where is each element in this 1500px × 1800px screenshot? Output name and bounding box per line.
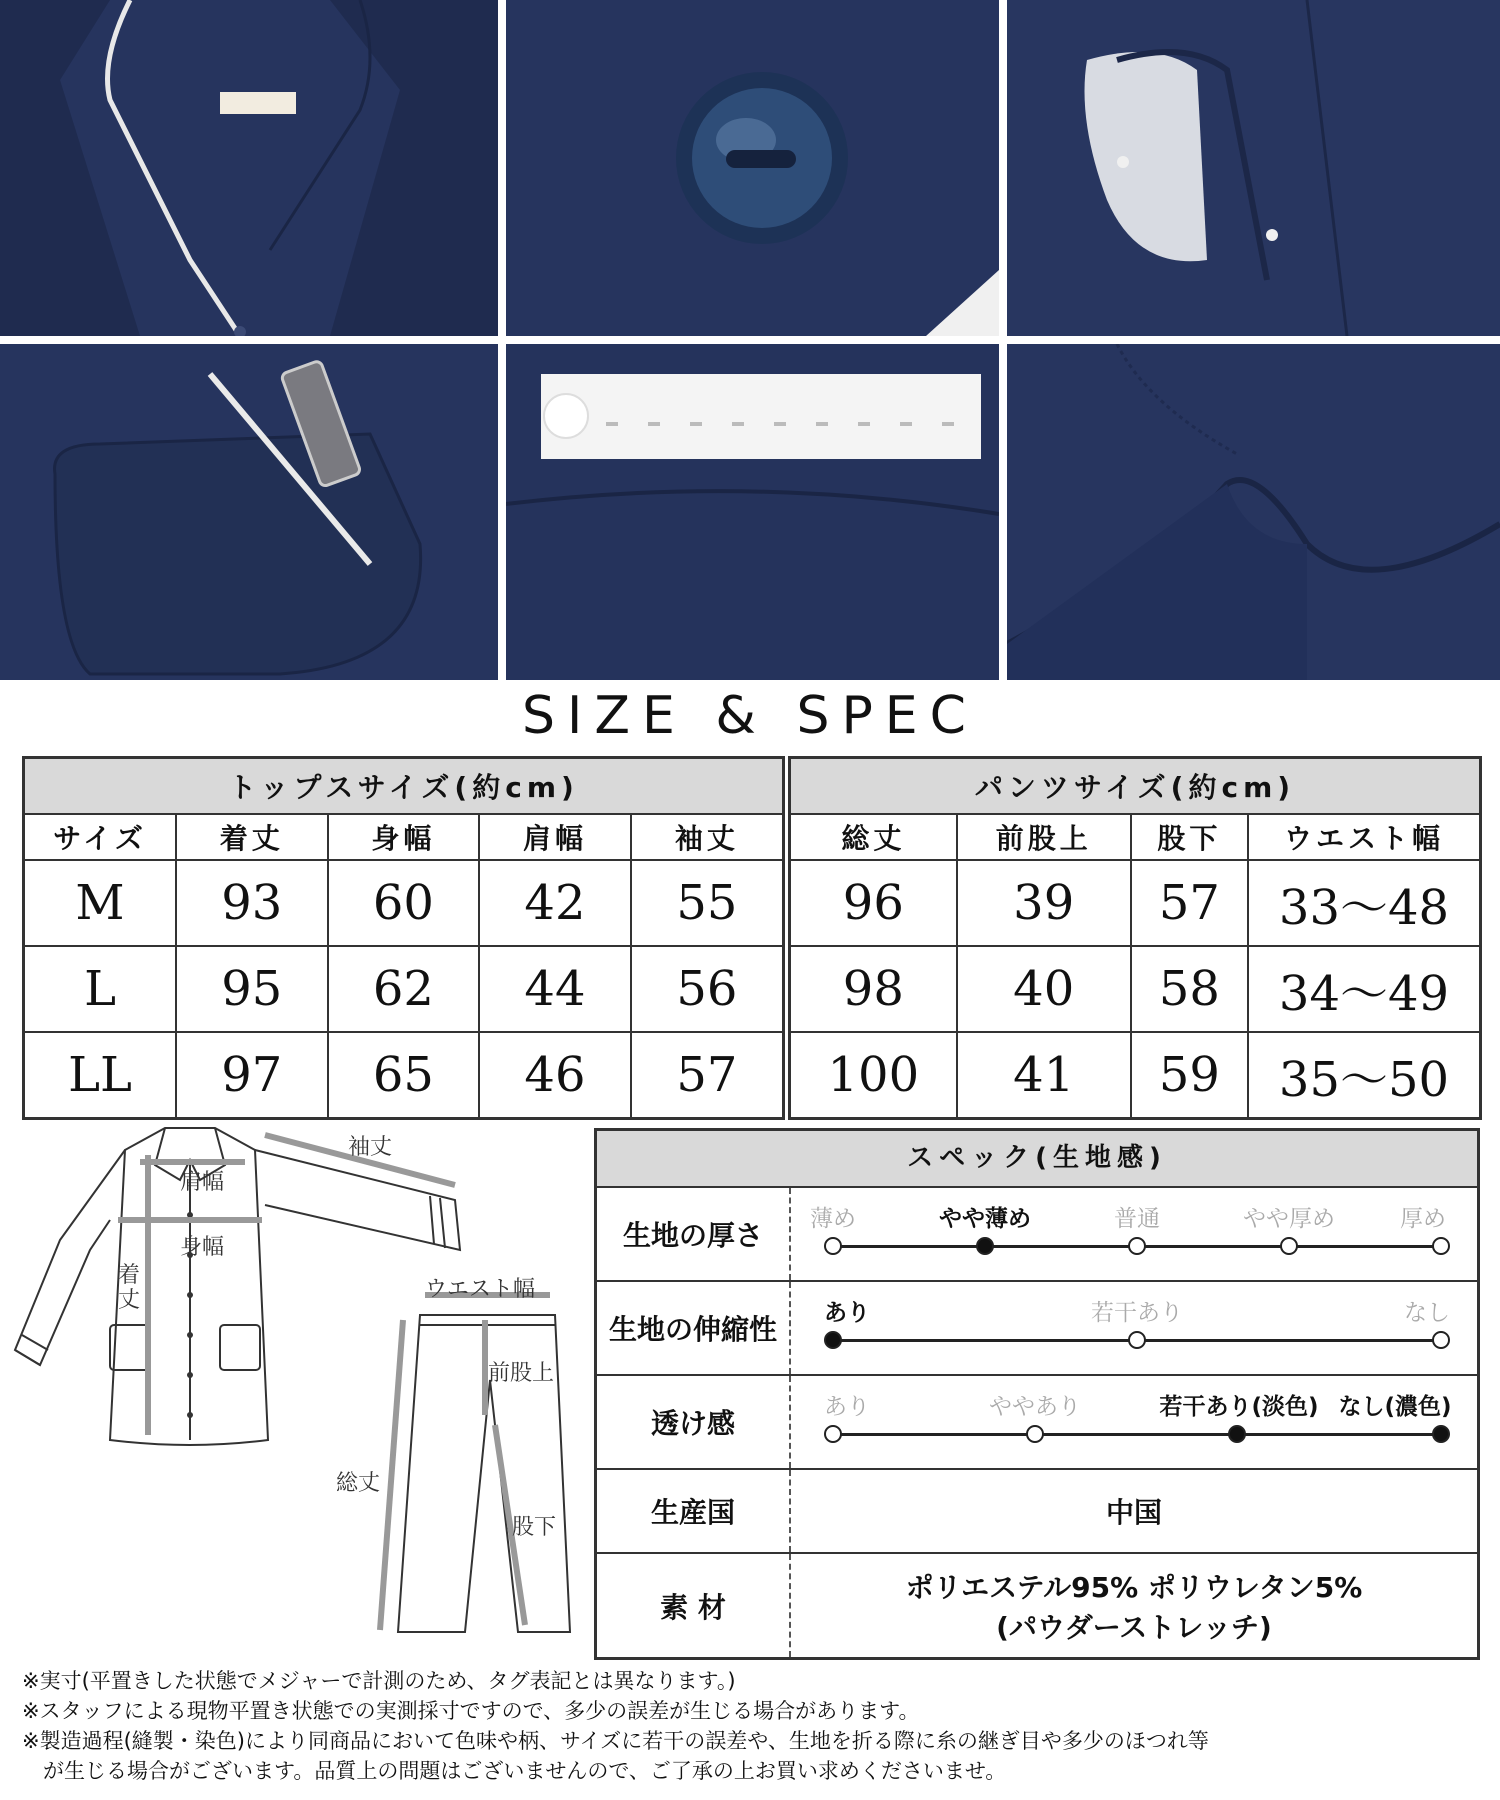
diagram-label-sleeve: 袖丈 — [348, 1135, 393, 1160]
scale-option: なし — [1404, 1300, 1450, 1326]
spec-table — [594, 1128, 1480, 1660]
table-cell: 34〜49 — [1248, 946, 1481, 1032]
garment-measurement-diagram — [0, 1120, 585, 1660]
scale-option: 普通 — [1114, 1206, 1160, 1232]
table-cell: 100 — [790, 1032, 957, 1119]
photo-side-opening-detail — [1007, 344, 1500, 680]
scale-dot — [1128, 1331, 1146, 1349]
table-cell: 93 — [176, 860, 328, 946]
diagram-label-length-2: 丈 — [118, 1288, 141, 1313]
scale-dot — [824, 1237, 842, 1255]
scale-track — [833, 1433, 1441, 1436]
page-title: SIZE & SPEC — [522, 686, 978, 746]
scale-dot — [1280, 1237, 1298, 1255]
diagram-label-shoulder: 肩幅 — [180, 1170, 225, 1195]
table-cell: 96 — [790, 860, 957, 946]
spec-value-material — [791, 1554, 1477, 1657]
table-cell: LL — [24, 1032, 177, 1119]
scale-option: ややあり — [989, 1394, 1081, 1420]
table-cell: 35〜50 — [1248, 1032, 1481, 1119]
diagram-label-rise: 前股上 — [488, 1361, 555, 1386]
photo-collar-detail — [0, 0, 498, 336]
table-cell: 46 — [479, 1032, 631, 1119]
scale-dot — [1432, 1237, 1450, 1255]
spec-label-material: 素 材 — [597, 1554, 791, 1657]
pants-col-rise: 前股上 — [957, 814, 1131, 860]
tops-col-shoulder: 肩幅 — [479, 814, 631, 860]
scale-option: あり — [824, 1394, 870, 1420]
table-row — [24, 860, 784, 946]
spec-value-material-line-1: ポリエステル95% ポリウレタン5% — [905, 1570, 1363, 1604]
scale-dot-selected — [976, 1237, 994, 1255]
note-line: ※実寸(平置きした状態でメジャーで計測のため、タグ表記とは異なります。) — [22, 1669, 736, 1693]
table-cell: 98 — [790, 946, 957, 1032]
table-row — [790, 946, 1481, 1032]
diagram-label-width: 身幅 — [180, 1235, 225, 1260]
table-cell: 55 — [631, 860, 784, 946]
table-cell: 60 — [328, 860, 480, 946]
table-row — [24, 946, 784, 1032]
scale-dot-selected — [824, 1331, 842, 1349]
spec-row-stretch — [597, 1282, 1477, 1376]
photo-waistband-detail — [506, 344, 999, 680]
table-cell: 59 — [1131, 1032, 1248, 1119]
table-cell: 39 — [957, 860, 1131, 946]
spec-label-origin: 生産国 — [597, 1470, 791, 1552]
spec-table-heading: スペック(生地感) — [597, 1131, 1477, 1188]
table-cell: 33〜48 — [1248, 860, 1481, 946]
spec-row-material — [597, 1554, 1477, 1657]
table-cell: L — [24, 946, 177, 1032]
tops-col-width: 身幅 — [328, 814, 480, 860]
table-cell: 56 — [631, 946, 784, 1032]
scale-dot — [1026, 1425, 1044, 1443]
pants-size-table — [788, 756, 1482, 1120]
spec-label-sheer: 透け感 — [597, 1376, 791, 1468]
scale-option: やや薄め — [939, 1206, 1031, 1232]
scale-option: 厚め — [1400, 1206, 1446, 1232]
scale-dot-selected — [1228, 1425, 1246, 1443]
tops-col-sleeve: 袖丈 — [631, 814, 784, 860]
pants-col-total-length: 総丈 — [790, 814, 957, 860]
table-cell: 95 — [176, 946, 328, 1032]
spec-label-stretch: 生地の伸縮性 — [597, 1282, 791, 1374]
tops-col-length: 着丈 — [176, 814, 328, 860]
photo-nursing-opening-detail — [1007, 0, 1500, 336]
photo-pocket-detail — [0, 344, 498, 680]
spec-value-origin: 中国 — [1105, 1496, 1162, 1529]
tops-col-size: サイズ — [24, 814, 177, 860]
table-row — [790, 1032, 1481, 1119]
tops-table-heading: トップスサイズ(約cm) — [24, 758, 784, 815]
note-line: が生じる場合がございます。品質上の問題はございませんので、ご了承の上お買い求めくださいませ。 — [22, 1759, 1007, 1783]
tops-size-table — [22, 756, 785, 1120]
photo-button-detail — [506, 0, 999, 336]
scale-dot — [1432, 1331, 1450, 1349]
scale-option: 若干あり(淡色) — [1159, 1394, 1319, 1420]
spec-row-sheer — [597, 1376, 1477, 1470]
spec-label-thickness: 生地の厚さ — [597, 1188, 791, 1280]
note-line: ※スタッフによる現物平置き状態での実測採寸ですので、多少の誤差が生じる場合があります。 — [22, 1699, 920, 1723]
table-cell: 65 — [328, 1032, 480, 1119]
table-cell: 62 — [328, 946, 480, 1032]
table-row — [24, 1032, 784, 1119]
table-row — [790, 860, 1481, 946]
scale-option: なし(濃色) — [1338, 1394, 1452, 1420]
table-cell: 57 — [1131, 860, 1248, 946]
table-cell: 58 — [1131, 946, 1248, 1032]
table-cell: 57 — [631, 1032, 784, 1119]
table-cell: 41 — [957, 1032, 1131, 1119]
scale-dot — [824, 1425, 842, 1443]
pants-table-heading: パンツサイズ(約cm) — [790, 758, 1481, 815]
diagram-label-total: 総丈 — [336, 1471, 381, 1496]
notes — [22, 1666, 1209, 1786]
scale-option: 薄め — [810, 1206, 856, 1232]
scale-option: あり — [824, 1300, 870, 1326]
scale-dot — [1128, 1237, 1146, 1255]
pants-col-waist: ウエスト幅 — [1248, 814, 1481, 860]
table-cell: M — [24, 860, 177, 946]
table-cell: 40 — [957, 946, 1131, 1032]
diagram-label-inseam: 股下 — [512, 1515, 557, 1540]
table-cell: 97 — [176, 1032, 328, 1119]
scale-option: やや厚め — [1243, 1206, 1335, 1232]
spec-row-thickness — [597, 1188, 1477, 1282]
scale-option: 若干あり — [1091, 1300, 1183, 1326]
spec-value-material-line-2: (パウダーストレッチ) — [996, 1610, 1272, 1644]
spec-row-origin — [597, 1470, 1477, 1554]
note-line: ※製造過程(縫製・染色)により同商品において色味や柄、サイズに若干の誤差や、生地を折る際に糸の継ぎ目や多少のほつれ等 — [22, 1729, 1209, 1753]
diagram-label-length-1: 着 — [118, 1263, 141, 1288]
table-cell: 44 — [479, 946, 631, 1032]
scale-dot-selected — [1432, 1425, 1450, 1443]
table-cell: 42 — [479, 860, 631, 946]
diagram-label-waist: ウエスト幅 — [425, 1277, 536, 1302]
pants-col-inseam: 股下 — [1131, 814, 1248, 860]
